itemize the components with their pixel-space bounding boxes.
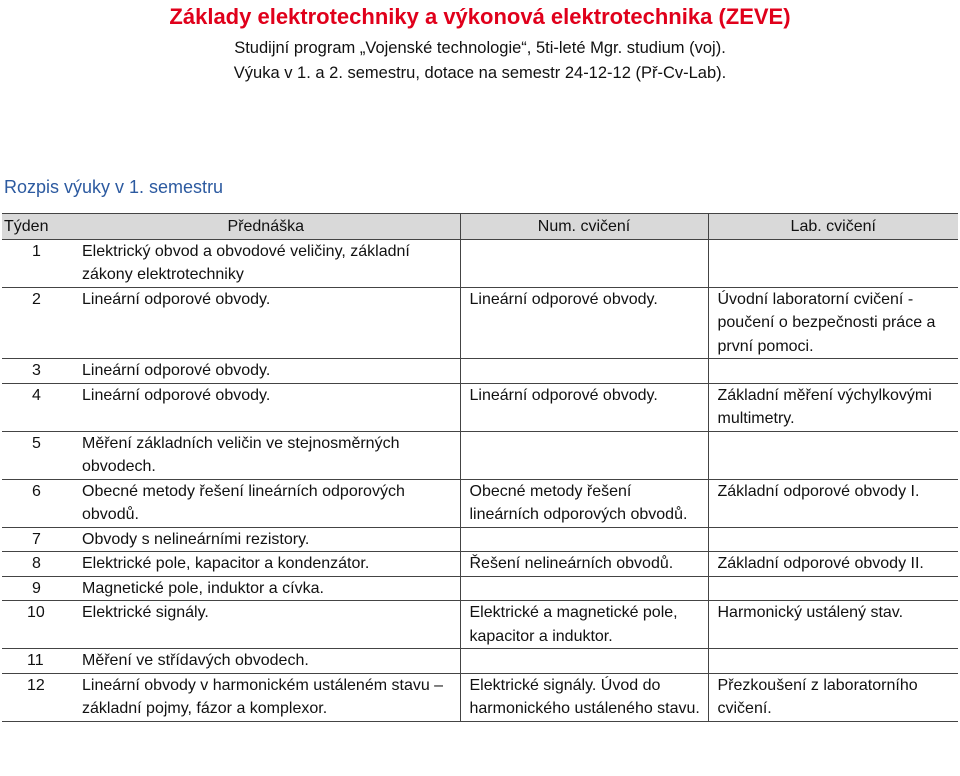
table-row xyxy=(2,552,958,577)
lab-exercise-cell: Základní měření výchylkovými multimetry. xyxy=(708,383,958,431)
lab-exercise-cell xyxy=(708,576,958,601)
lecture-cell: Měření základních veličin ve stejnosměrných obvodech. xyxy=(76,431,460,479)
table-body xyxy=(2,239,958,721)
week-cell: 11 xyxy=(2,649,76,674)
lab-exercise-cell xyxy=(708,527,958,552)
numerical-exercise-cell: Lineární odporové obvody. xyxy=(460,287,708,359)
table-row xyxy=(2,673,958,721)
numerical-exercise-cell: Elektrické a magnetické pole, kapacitor a induktor. xyxy=(460,601,708,649)
column-header-numerical-exercise: Num. cvičení xyxy=(460,214,708,240)
table-row xyxy=(2,431,958,479)
table-row xyxy=(2,239,958,287)
lecture-cell: Obvody s nelineárními rezistory. xyxy=(76,527,460,552)
schedule-table xyxy=(2,213,958,722)
column-header-week: Týden xyxy=(2,214,76,240)
lecture-cell: Měření ve střídavých obvodech. xyxy=(76,649,460,674)
teaching-allocation-line: Výuka v 1. a 2. semestru, dotace na semestr 24-12-12 (Př-Cv-Lab). xyxy=(233,64,727,82)
numerical-exercise-cell xyxy=(460,359,708,384)
study-program-line: Studijní program „Vojenské technologie“, 5ti-leté Mgr. studium (voj). xyxy=(234,39,726,57)
numerical-exercise-cell xyxy=(460,576,708,601)
document-title: Základy elektrotechniky a výkonová elektrotechnika (ZEVE) xyxy=(169,4,791,29)
numerical-exercise-cell: Řešení nelineárních obvodů. xyxy=(460,552,708,577)
numerical-exercise-cell xyxy=(460,239,708,287)
lab-exercise-cell: Základní odporové obvody I. xyxy=(708,479,958,527)
table-row xyxy=(2,649,958,674)
lab-exercise-cell: Základní odporové obvody II. xyxy=(708,552,958,577)
lab-exercise-cell xyxy=(708,239,958,287)
week-cell: 12 xyxy=(2,673,76,721)
lab-exercise-cell: Úvodní laboratorní cvičení - poučení o bezpečnosti práce a první pomoci. xyxy=(708,287,958,359)
table-row xyxy=(2,527,958,552)
lecture-cell: Obecné metody řešení lineárních odporových obvodů. xyxy=(76,479,460,527)
numerical-exercise-cell: Obecné metody řešení lineárních odporových obvodů. xyxy=(460,479,708,527)
week-cell: 6 xyxy=(2,479,76,527)
week-cell: 2 xyxy=(2,287,76,359)
week-cell: 7 xyxy=(2,527,76,552)
week-cell: 5 xyxy=(2,431,76,479)
lecture-cell: Lineární odporové obvody. xyxy=(76,359,460,384)
lecture-cell: Magnetické pole, induktor a cívka. xyxy=(76,576,460,601)
table-row xyxy=(2,479,958,527)
week-cell: 10 xyxy=(2,601,76,649)
numerical-exercise-cell: Elektrické signály. Úvod do harmonického ustáleného stavu. xyxy=(460,673,708,721)
lab-exercise-cell xyxy=(708,649,958,674)
column-header-lab-exercise: Lab. cvičení xyxy=(708,214,958,240)
numerical-exercise-cell: Lineární odporové obvody. xyxy=(460,383,708,431)
week-cell: 3 xyxy=(2,359,76,384)
numerical-exercise-cell xyxy=(460,431,708,479)
table-row xyxy=(2,576,958,601)
week-cell: 8 xyxy=(2,552,76,577)
lecture-cell: Lineární obvody v harmonickém ustáleném stavu – základní pojmy, fázor a komplexor. xyxy=(76,673,460,721)
lab-exercise-cell xyxy=(708,359,958,384)
numerical-exercise-cell xyxy=(460,527,708,552)
lecture-cell: Elektrické pole, kapacitor a kondenzátor. xyxy=(76,552,460,577)
table-row xyxy=(2,383,958,431)
numerical-exercise-cell xyxy=(460,649,708,674)
week-cell: 1 xyxy=(2,239,76,287)
lecture-cell: Lineární odporové obvody. xyxy=(76,383,460,431)
lecture-cell: Elektrický obvod a obvodové veličiny, základní zákony elektrotechniky xyxy=(76,239,460,287)
week-cell: 9 xyxy=(2,576,76,601)
lab-exercise-cell xyxy=(708,431,958,479)
lecture-cell: Elektrické signály. xyxy=(76,601,460,649)
lecture-cell: Lineární odporové obvody. xyxy=(76,287,460,359)
table-header-row xyxy=(2,214,958,240)
table-row xyxy=(2,601,958,649)
table-row xyxy=(2,359,958,384)
section-heading: Rozpis výuky v 1. semestru xyxy=(4,177,224,197)
column-header-lecture: Přednáška xyxy=(76,214,460,240)
lab-exercise-cell: Přezkoušení z laboratorního cvičení. xyxy=(708,673,958,721)
table-row xyxy=(2,287,958,359)
lab-exercise-cell: Harmonický ustálený stav. xyxy=(708,601,958,649)
week-cell: 4 xyxy=(2,383,76,431)
